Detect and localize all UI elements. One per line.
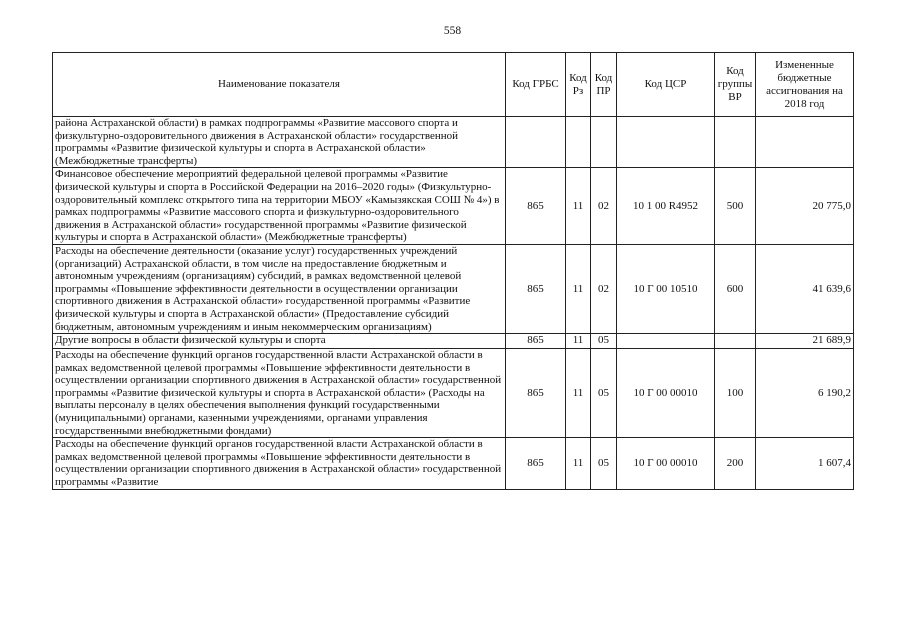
table-row xyxy=(53,349,854,438)
row-amount: 20 775,0 xyxy=(756,168,854,245)
row-csr xyxy=(617,334,715,349)
row-name: Расходы на обеспечение функций органов государственной власти Астраханской области в рамках ведомственной целевой программы «Повышение эффективности деятельности в осуществлении организации спортивного движения в Астраханской области» государственной программы «Развитие физической культуры и спорта в Астраханской области» (Расходы на выплаты персоналу в целях обеспечения выполнения функций государственными (муниципальными) органами, казенными учреждениями, органами управления государственными внебюджетными фондами) xyxy=(53,349,506,438)
row-pr: 02 xyxy=(591,168,617,245)
table-row xyxy=(53,244,854,333)
row-csr xyxy=(617,117,715,168)
row-rz xyxy=(566,117,591,168)
row-name: Расходы на обеспечение деятельности (оказание услуг) государственных учреждений (организаций) Астраханской области, в том числе на предоставление бюджетным и автономным учреждениям (организациям) субсидий, в рамках ведомственной целевой программы «Повышение эффективности деятельности в осуществлении организации спортивного движения в Астраханской области» государственной программы «Развитие физической культуры и спорта в Астраханской области» (Предоставление субсидий бюджетным, автономным учреждениям и иным некоммерческим организациям) xyxy=(53,244,506,333)
row-vr: 600 xyxy=(715,244,756,333)
table-row xyxy=(53,334,854,349)
row-csr: 10 Г 00 00010 xyxy=(617,349,715,438)
table-row xyxy=(53,117,854,168)
row-vr: 200 xyxy=(715,438,756,489)
row-vr xyxy=(715,117,756,168)
row-grbs: 865 xyxy=(506,349,566,438)
row-amount: 21 689,9 xyxy=(756,334,854,349)
column-header-name: Наименование показателя xyxy=(53,53,506,117)
row-rz: 11 xyxy=(566,438,591,489)
row-name: Другие вопросы в области физической культуры и спорта xyxy=(53,334,506,349)
row-grbs: 865 xyxy=(506,334,566,349)
row-pr: 05 xyxy=(591,438,617,489)
row-rz: 11 xyxy=(566,334,591,349)
row-amount: 1 607,4 xyxy=(756,438,854,489)
row-rz: 11 xyxy=(566,168,591,245)
budget-table xyxy=(52,52,854,490)
row-pr: 05 xyxy=(591,334,617,349)
row-rz: 11 xyxy=(566,349,591,438)
page-number: 558 xyxy=(443,25,462,37)
row-csr: 10 1 00 R4952 xyxy=(617,168,715,245)
row-pr: 02 xyxy=(591,244,617,333)
row-vr: 100 xyxy=(715,349,756,438)
row-csr: 10 Г 00 00010 xyxy=(617,438,715,489)
row-pr xyxy=(591,117,617,168)
row-vr xyxy=(715,334,756,349)
row-name: Расходы на обеспечение функций органов государственной власти Астраханской области в рамках ведомственной целевой программы «Повышение эффективности деятельности в осуществлении организации спортивного движения в Астраханской области» государственной программы «Развитие xyxy=(53,438,506,489)
row-amount: 41 639,6 xyxy=(756,244,854,333)
column-header-csr: Код ЦСР xyxy=(617,53,715,117)
row-grbs xyxy=(506,117,566,168)
row-pr: 05 xyxy=(591,349,617,438)
table-header-row xyxy=(53,53,854,117)
column-header-grbs: Код ГРБС xyxy=(506,53,566,117)
table-row xyxy=(53,438,854,489)
row-csr: 10 Г 00 10510 xyxy=(617,244,715,333)
row-grbs: 865 xyxy=(506,438,566,489)
column-header-pr: Код ПР xyxy=(591,53,617,117)
column-header-amount: Измененные бюджетные ассигнования на 2018 год xyxy=(756,53,854,117)
row-grbs: 865 xyxy=(506,168,566,245)
row-name: района Астраханской области) в рамках подпрограммы «Развитие массового спорта и физкультурно-оздоровительного движения в Астраханской области» государственной программы «Развитие физической культуры и спорта в Астраханской области» (Межбюджетные трансферты) xyxy=(53,117,506,168)
row-grbs: 865 xyxy=(506,244,566,333)
row-name: Финансовое обеспечение мероприятий федеральной целевой программы «Развитие физической культуры и спорта в Российской Федерации на 2016–2020 годы» (Физкультурно-оздоровительный комплекс открытого типа на территории МБОУ «Камызякская СОШ № 4») в рамках подпрограммы «Развитие массового спорта и физкультурно-оздоровительного движения в Астраханской области» государственной программы «Развитие физической культуры и спорта в Астраханской области» (Межбюджетные трансферты) xyxy=(53,168,506,245)
column-header-rz: Код Рз xyxy=(566,53,591,117)
column-header-vr: Код группы ВР xyxy=(715,53,756,117)
row-amount: 6 190,2 xyxy=(756,349,854,438)
row-vr: 500 xyxy=(715,168,756,245)
table-row xyxy=(53,168,854,245)
row-rz: 11 xyxy=(566,244,591,333)
row-amount xyxy=(756,117,854,168)
